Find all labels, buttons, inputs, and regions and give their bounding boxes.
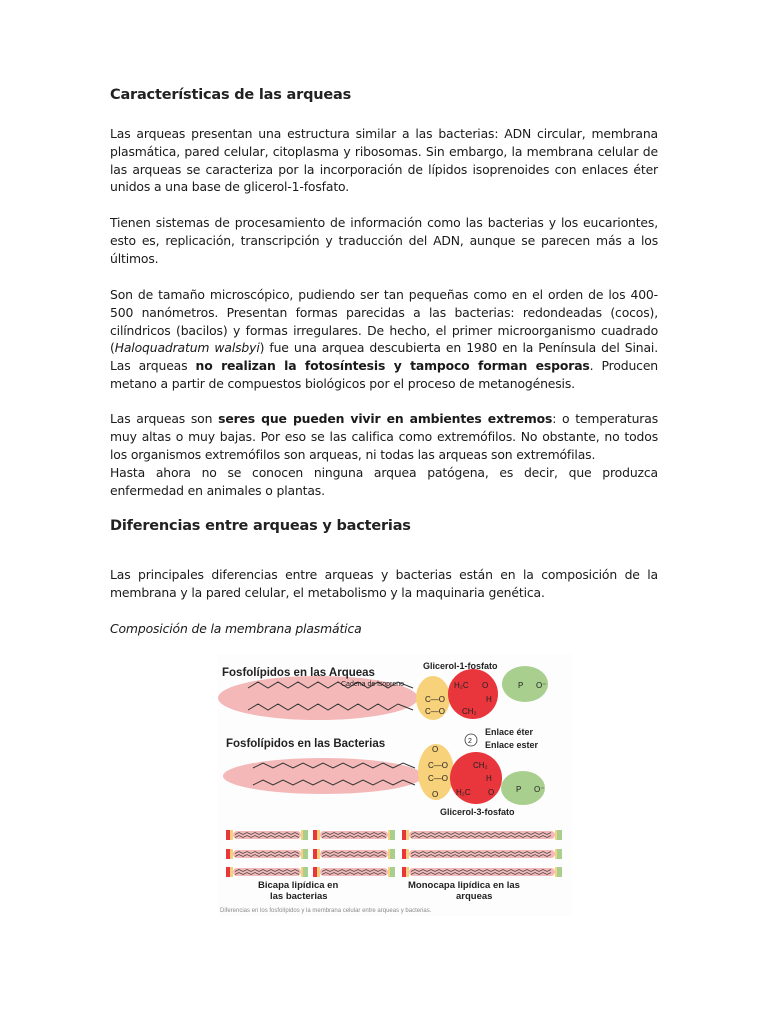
chem-co-bottom: C—O — [425, 707, 445, 716]
paragraph-size-shapes — [110, 286, 658, 393]
chem-ominus-bottom: O⁻ — [534, 785, 545, 794]
chem-ch2-bottom: CH₂ — [473, 761, 488, 770]
lipid-head-right — [303, 849, 308, 859]
chem-o-bottom: O — [488, 788, 495, 797]
lipid-head-right — [390, 830, 395, 840]
bold-phrase-extreme: seres que pueden vivir en ambientes extremos — [218, 411, 553, 426]
lipid-head-right — [557, 849, 562, 859]
text-segment: : o temperaturas muy altas o muy bajas. Por eso se las califica como extremófilos. No obstante, no todos los organismos extremófilos son arqueas, ni todas las arqueas son extremófilas. — [110, 411, 658, 462]
chem-co-ester-1: C—O — [428, 761, 448, 770]
lipid-neck-left — [406, 830, 409, 840]
lipid-head-right — [303, 830, 308, 840]
bold-phrase-photosynthesis: no realizan la fotosíntesis y tampoco forman esporas — [195, 358, 590, 374]
paragraph-pathogens: Hasta ahora no se conocen ninguna arquea patógena, es decir, que produzca enfermedad en animales o plantas. — [110, 465, 658, 498]
label-ether-bond: Enlace éter — [485, 727, 534, 737]
lipid-head-right — [303, 867, 308, 877]
text-segment: . Producen metano a partir de compuestos biológicos por el proceso de metanogénesis. — [110, 358, 659, 391]
lipid-head-right — [557, 830, 562, 840]
lipid-neck-left — [317, 867, 320, 877]
bacteria-bilayer — [226, 830, 395, 877]
chem-h-top: H — [486, 695, 492, 704]
chem-co-top: C—O — [425, 695, 445, 704]
lipid-neck-left — [230, 849, 233, 859]
lipid-neck-left — [406, 867, 409, 877]
lipid-head-right — [390, 867, 395, 877]
bilayer-row-left — [226, 867, 308, 877]
chem-h2c-bottom: H₂C — [456, 788, 471, 797]
paragraph-extreme-environments — [110, 410, 658, 463]
chem-p-top: P — [518, 681, 524, 690]
section-title-characteristics: Características de las arqueas — [110, 87, 352, 103]
label-monolayer-line2: arqueas — [456, 891, 493, 902]
bilayer-row-left — [226, 830, 308, 840]
chem-o-ester-top: O — [432, 745, 439, 754]
species-name: Haloquadratum walsbyi — [114, 340, 260, 356]
chem-h-bottom: H — [486, 774, 492, 783]
bilayer-row-left — [226, 849, 308, 859]
label-glycerol-1-phosphate: Glicerol-1-fosfato — [423, 661, 498, 671]
lipid-neck-left — [230, 867, 233, 877]
chem-o-ester-bottom: O — [432, 790, 439, 799]
label-monolayer-line1: Monocapa lipídica en las — [408, 880, 520, 891]
lipid-neck-left — [317, 849, 320, 859]
bilayer-row-right — [313, 830, 395, 840]
monolayer-row — [402, 830, 562, 840]
chem-co-ester-2: C—O — [428, 774, 448, 783]
subtitle-membrane-composition: Composición de la membrana plasmática — [110, 621, 362, 636]
phospholipid-diagram — [218, 654, 572, 916]
text-segment: Las arqueas son — [110, 411, 219, 426]
figure-caption: Diferencias en los fosfolípidos y la membrana celular entre arqueas y bacterias. — [220, 908, 432, 914]
paragraph-differences: Las principales diferencias entre arqueas y bacterias están en la composición de la membrana y la pared celular, el metabolismo y la maquinaria genética. — [110, 567, 658, 600]
bilayer-row-right — [313, 867, 395, 877]
label-glycerol-3-phosphate: Glicerol-3-fosfato — [440, 807, 515, 817]
label-bilayer-line1: Bicapa lipídica en — [258, 880, 339, 891]
lipid-head-right — [557, 867, 562, 877]
chem-h2c-top: H₂C — [454, 681, 469, 690]
chem-ch2-top: CH₂ — [462, 707, 477, 716]
text-segment: Son de tamaño microscópico, pudiendo ser tan pequeñas como en el orden de los 400-500 nanómetros. Presentan formas parecidas a las bacterias: redondeadas (cocos), cilíndricos (bacilos) y formas irregulares. De hecho, el primer microorganismo cuadrado ( — [110, 287, 658, 356]
label-ester-bond: Enlace ester — [485, 740, 539, 750]
label-isoprene: Cadena de isopreno — [341, 681, 405, 688]
lipid-head-right — [390, 849, 395, 859]
section-title-differences: Diferencias entre arqueas y bacterias — [110, 518, 411, 534]
chem-ominus-top: O⁻ — [536, 681, 547, 690]
chem-o-top: O — [482, 681, 489, 690]
text-segment: ) fue una arquea descubierta en 1980 en la Península del Sinai. Las arqueas — [110, 340, 658, 374]
lipid-neck-left — [230, 830, 233, 840]
bilayer-row-right — [313, 849, 395, 859]
archaea-monolayer — [402, 830, 562, 877]
phospholipid-figure — [218, 654, 572, 916]
label-archaea: Fosfolípidos en las Arqueas — [222, 667, 375, 679]
paragraph-structure: Las arqueas presentan una estructura similar a las bacterias: ADN circular, membrana plasmática, pared celular, citoplasma y ribosomas. Sin embargo, la membrana celular de las arqueas se caracteriza por la incorporación de lípidos isoprenoides con enlaces éter unidos a una base de glicerol-1-fosfato. — [110, 126, 658, 195]
chem-p-bottom: P — [516, 785, 522, 794]
monolayer-row — [402, 867, 562, 877]
label-bilayer-line2: las bacterias — [270, 891, 328, 902]
lipid-neck-left — [317, 830, 320, 840]
label-marker-number: 2 — [468, 738, 472, 745]
lipid-neck-left — [406, 849, 409, 859]
monolayer-row — [402, 849, 562, 859]
label-bacteria: Fosfolípidos en las Bacterias — [226, 738, 386, 750]
paragraph-information-systems: Tienen sistemas de procesamiento de información como las bacterias y los eucariontes, esto es, replicación, transcripción y traducción del ADN, aunque se parecen más a los últimos. — [110, 215, 658, 266]
